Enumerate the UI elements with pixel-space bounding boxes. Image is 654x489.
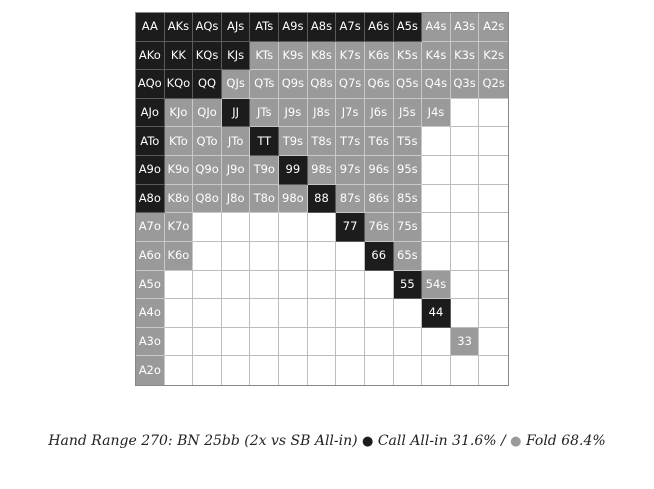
hand-cell-T8s: T8s [308,127,337,156]
hand-cell-Q9o: Q9o [193,156,222,185]
hand-cell-Q7s: Q7s [336,70,365,99]
hand-cell-A6s: A6s [365,13,394,42]
hand-cell-T5s: T5s [394,127,423,156]
hand-cell-T9s: T9s [279,127,308,156]
hand-cell-T8o: T8o [250,185,279,214]
hand-cell-J9o: J9o [222,156,251,185]
hand-cell-JTs: JTs [250,99,279,128]
hand-cell-A3s: A3s [451,13,480,42]
hand-cell-empty [479,156,508,185]
range-caption [0,433,654,449]
hand-cell-empty [308,242,337,271]
hand-cell-KJs: KJs [222,42,251,71]
hand-cell-QTs: QTs [250,70,279,99]
hand-cell-JTo: JTo [222,127,251,156]
hand-cell-empty [422,127,451,156]
fold-legend-dot-icon: ● [510,434,522,449]
hand-cell-empty [365,356,394,385]
hand-cell-77: 77 [336,213,365,242]
hand-cell-Q8s: Q8s [308,70,337,99]
hand-cell-98s: 98s [308,156,337,185]
hand-cell-A9o: A9o [136,156,165,185]
hand-cell-empty [250,242,279,271]
hand-cell-empty [250,356,279,385]
hand-cell-J8s: J8s [308,99,337,128]
hand-cell-44: 44 [422,299,451,328]
hand-cell-97s: 97s [336,156,365,185]
hand-cell-empty [279,299,308,328]
hand-cell-88: 88 [308,185,337,214]
hand-cell-empty [308,213,337,242]
hand-cell-empty [479,127,508,156]
hand-cell-75s: 75s [394,213,423,242]
hand-cell-33: 33 [451,328,480,357]
hand-cell-empty [479,185,508,214]
hand-cell-A7s: A7s [336,13,365,42]
hand-cell-KQo: KQo [165,70,194,99]
hand-cell-empty [193,356,222,385]
hand-cell-empty [193,271,222,300]
hand-cell-K5s: K5s [394,42,423,71]
hand-cell-empty [279,213,308,242]
hand-cell-65s: 65s [394,242,423,271]
hand-cell-empty [451,99,480,128]
hand-cell-55: 55 [394,271,423,300]
hand-cell-empty [479,271,508,300]
hand-cell-J7s: J7s [336,99,365,128]
hand-cell-T9o: T9o [250,156,279,185]
hand-cell-empty [422,156,451,185]
hand-cell-AJo: AJo [136,99,165,128]
hand-cell-empty [222,356,251,385]
hand-cell-empty [365,328,394,357]
hand-cell-K2s: K2s [479,42,508,71]
hand-cell-AKo: AKo [136,42,165,71]
hand-cell-KQs: KQs [193,42,222,71]
hand-cell-J4s: J4s [422,99,451,128]
hand-cell-J6s: J6s [365,99,394,128]
hand-cell-Q2s: Q2s [479,70,508,99]
hand-cell-empty [193,242,222,271]
hand-cell-86s: 86s [365,185,394,214]
hand-cell-K7o: K7o [165,213,194,242]
hand-cell-A5s: A5s [394,13,423,42]
hand-cell-QTo: QTo [193,127,222,156]
hand-cell-empty [222,328,251,357]
hand-cell-empty [422,213,451,242]
hand-cell-AKs: AKs [165,13,194,42]
hand-cell-99: 99 [279,156,308,185]
hand-cell-K7s: K7s [336,42,365,71]
hand-cell-empty [165,299,194,328]
hand-cell-empty [451,156,480,185]
hand-cell-empty [394,356,423,385]
hand-cell-A8o: A8o [136,185,165,214]
hand-cell-empty [165,271,194,300]
hand-cell-54s: 54s [422,271,451,300]
hand-cell-K9o: K9o [165,156,194,185]
hand-cell-J5s: J5s [394,99,423,128]
hand-cell-empty [250,213,279,242]
hand-cell-empty [193,328,222,357]
hand-cell-empty [479,356,508,385]
hand-cell-empty [250,299,279,328]
hand-range-grid [135,12,509,386]
hand-cell-Q5s: Q5s [394,70,423,99]
hand-cell-K9s: K9s [279,42,308,71]
hand-cell-A4o: A4o [136,299,165,328]
hand-cell-Q3s: Q3s [451,70,480,99]
hand-cell-KTo: KTo [165,127,194,156]
hand-cell-empty [479,328,508,357]
hand-cell-QQ: QQ [193,70,222,99]
hand-cell-J9s: J9s [279,99,308,128]
hand-cell-empty [394,328,423,357]
hand-cell-ATo: ATo [136,127,165,156]
hand-cell-95s: 95s [394,156,423,185]
hand-cell-empty [479,99,508,128]
hand-cell-K6o: K6o [165,242,194,271]
hand-cell-AJs: AJs [222,13,251,42]
hand-cell-empty [279,242,308,271]
range-title: Hand Range 270: BN 25bb (2x vs SB All-in) [48,433,358,449]
hand-cell-A4s: A4s [422,13,451,42]
hand-cell-A8s: A8s [308,13,337,42]
hand-cell-empty [451,271,480,300]
hand-cell-85s: 85s [394,185,423,214]
hand-cell-empty [222,271,251,300]
hand-cell-empty [222,242,251,271]
fold-legend-label: Fold 68.4% [525,433,606,449]
hand-cell-QJo: QJo [193,99,222,128]
hand-cell-empty [451,356,480,385]
hand-cell-K8o: K8o [165,185,194,214]
hand-cell-AQo: AQo [136,70,165,99]
hand-cell-TT: TT [250,127,279,156]
hand-cell-A2o: A2o [136,356,165,385]
hand-cell-JJ: JJ [222,99,251,128]
hand-cell-empty [479,213,508,242]
hand-cell-empty [308,299,337,328]
hand-cell-empty [451,185,480,214]
hand-cell-AA: AA [136,13,165,42]
hand-cell-empty [165,356,194,385]
hand-cell-empty [250,271,279,300]
hand-cell-Q8o: Q8o [193,185,222,214]
hand-cell-empty [394,299,423,328]
hand-cell-empty [451,213,480,242]
hand-cell-Q9s: Q9s [279,70,308,99]
hand-cell-empty [451,299,480,328]
hand-cell-87s: 87s [336,185,365,214]
hand-cell-empty [451,242,480,271]
hand-cell-98o: 98o [279,185,308,214]
hand-cell-empty [336,242,365,271]
hand-cell-K8s: K8s [308,42,337,71]
hand-cell-empty [422,328,451,357]
hand-cell-empty [308,271,337,300]
hand-cell-A3o: A3o [136,328,165,357]
hand-cell-T6s: T6s [365,127,394,156]
hand-cell-empty [479,299,508,328]
hand-cell-empty [365,271,394,300]
hand-cell-empty [308,356,337,385]
hand-cell-empty [279,328,308,357]
hand-cell-empty [193,299,222,328]
call-legend-dot-icon: ● [362,434,374,449]
hand-cell-KK: KK [165,42,194,71]
hand-cell-AQs: AQs [193,13,222,42]
hand-cell-KTs: KTs [250,42,279,71]
hand-cell-Q6s: Q6s [365,70,394,99]
hand-cell-J8o: J8o [222,185,251,214]
hand-cell-empty [222,299,251,328]
hand-cell-empty [336,271,365,300]
hand-cell-empty [336,299,365,328]
hand-cell-empty [279,356,308,385]
hand-cell-empty [250,328,279,357]
hand-cell-empty [422,185,451,214]
hand-cell-66: 66 [365,242,394,271]
hand-cell-empty [451,127,480,156]
hand-cell-96s: 96s [365,156,394,185]
hand-cell-T7s: T7s [336,127,365,156]
hand-cell-Q4s: Q4s [422,70,451,99]
hand-cell-K6s: K6s [365,42,394,71]
hand-cell-A5o: A5o [136,271,165,300]
hand-cell-empty [279,271,308,300]
hand-cell-76s: 76s [365,213,394,242]
call-legend-label: Call All-in 31.6% / [377,433,506,449]
hand-cell-KJo: KJo [165,99,194,128]
hand-cell-K3s: K3s [451,42,480,71]
hand-cell-A7o: A7o [136,213,165,242]
hand-cell-empty [222,213,251,242]
hand-cell-empty [365,299,394,328]
hand-cell-QJs: QJs [222,70,251,99]
hand-cell-A6o: A6o [136,242,165,271]
hand-cell-empty [165,328,194,357]
hand-cell-empty [479,242,508,271]
hand-cell-empty [308,328,337,357]
hand-cell-empty [422,356,451,385]
hand-cell-empty [422,242,451,271]
hand-cell-empty [193,213,222,242]
hand-cell-empty [336,328,365,357]
hand-cell-ATs: ATs [250,13,279,42]
hand-cell-empty [336,356,365,385]
hand-cell-A2s: A2s [479,13,508,42]
hand-cell-A9s: A9s [279,13,308,42]
hand-cell-K4s: K4s [422,42,451,71]
